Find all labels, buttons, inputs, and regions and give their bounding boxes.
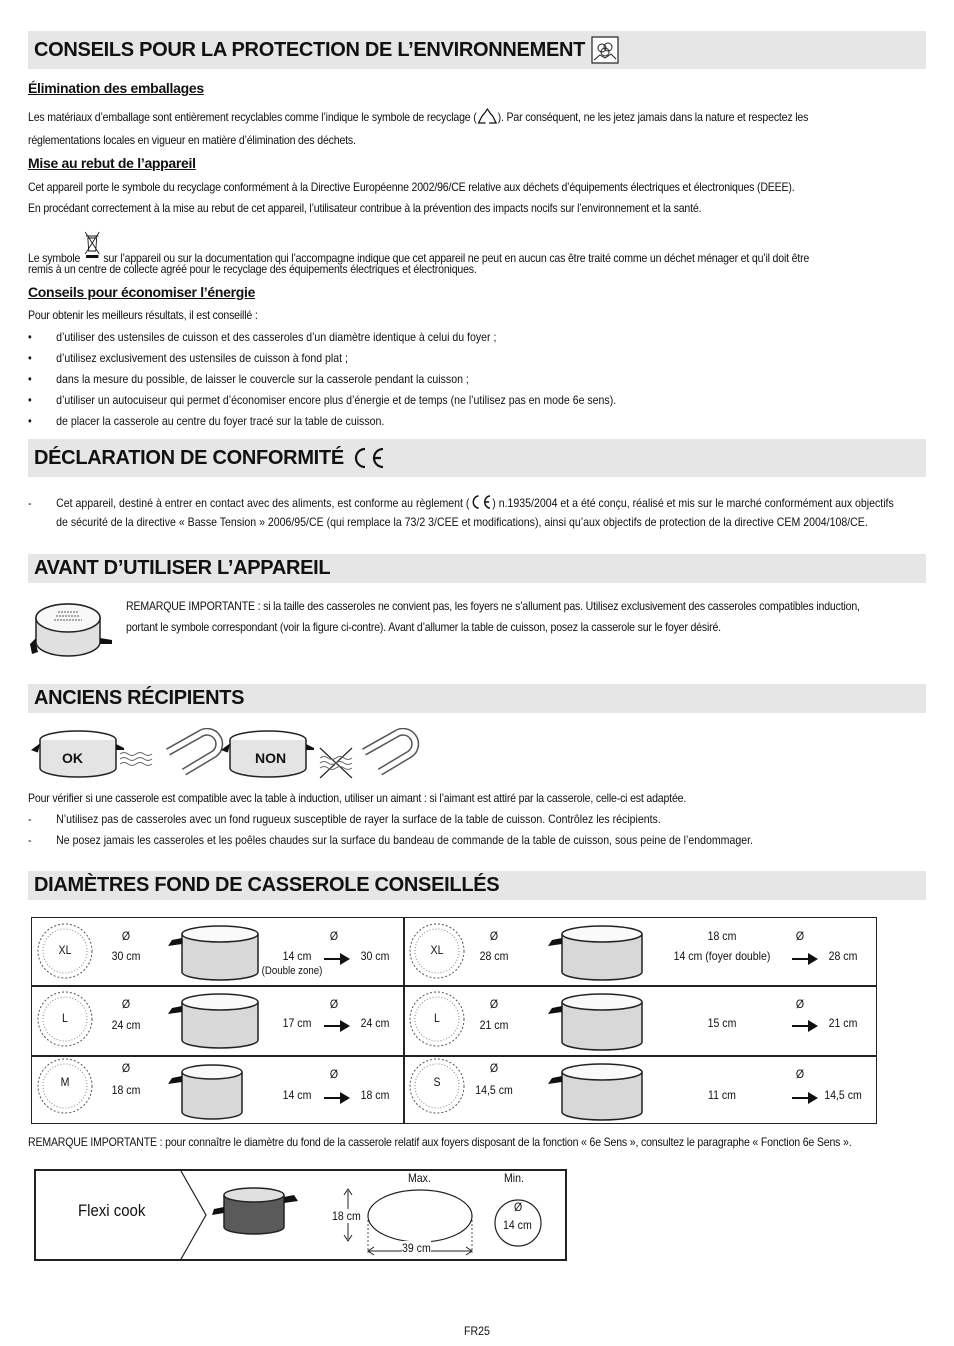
phi-symbol: Ø [121,997,131,1011]
zone-label: S [433,1075,441,1089]
text: sur l’appareil ou sur la documentation qui l’accompagne indique que cet appareil ne peut en aucun cas être traité comme un déchet ménager et qu’il doit être [103,251,810,265]
zone-diameter: 30 cm [111,949,141,963]
section-title: DIAMÈTRES FOND DE CASSEROLE CONSEILLÉS [34,874,500,896]
before-use-line-2: portant le symbole correspondant (voir la figure ci-contre). Avant d’allumer la table de cuisson, posez la casserole sur le foyer désiré. [126,620,721,634]
arrow-right-icon [792,1019,818,1037]
phi-symbol: Ø [795,929,805,943]
pot-icon [542,990,652,1057]
flexi-cook-label: Flexi cook [78,1201,146,1220]
phi-symbol: Ø [329,997,339,1011]
text: Cet appareil, destiné à entrer en contact avec des aliments, est conforme au règlement ( [56,496,470,510]
page-number: FR25 [464,1324,490,1338]
magnet-test-text: Pour vérifier si une casserole est compatible avec la table à induction, utiliser un aimant : si l’aimant est attiré par la casserole, celle-ci est adaptée. [28,791,687,805]
phi-symbol: Ø [489,997,499,1011]
phi-symbol: Ø [329,1067,339,1081]
text: ). Par conséquent, ne les jetez jamais dans la nature et respectez les [497,110,809,124]
flexi-cook-box [34,1169,567,1261]
section-title: DÉCLARATION DE CONFORMITÉ [34,446,344,469]
arrow-right-icon [792,952,818,970]
non-label: NON [255,750,287,766]
environment-icon [591,36,619,64]
min-diameter: 14 cm [503,1218,532,1232]
list-item-text: de placer la casserole au centre du foyer tracé sur la table de cuisson. [56,414,385,428]
zone-label: L [62,1011,68,1025]
section-title: CONSEILS POUR LA PROTECTION DE L’ENVIRONNEMENT [34,38,586,61]
ok-label: OK [62,750,83,766]
max-diameter: 28 cm [828,949,858,963]
paragraph-packaging-1 [28,107,808,128]
pot-icon [542,1060,652,1127]
section-title: AVANT D’UTILISER L’APPAREIL [34,557,331,579]
section-header-conformity [28,439,926,477]
min-label: Min. [504,1171,524,1185]
list-item-text: d’utilisez exclusivement des ustensiles de cuisson à fond plat ; [56,351,348,365]
bullet: • [28,393,32,407]
paragraph-disposal-4: remis à un centre de collecte agréé pour le recyclage des équipements électriques et électroniques. [28,262,477,276]
zone-label: XL [58,943,72,957]
phi-symbol: Ø [489,1061,499,1075]
base-diameter-double: 14 cm (foyer double) [673,949,771,963]
dash: - [28,833,32,847]
height-label: 18 cm [332,1209,361,1223]
pot-icon [162,924,262,987]
subheading-energy: Conseils pour économiser l’énergie [28,284,256,300]
bullet: • [28,414,32,428]
pot-icon [162,990,262,1055]
divider [32,985,876,987]
text: Les matériaux d’emballage sont entièrement recyclables comme l’indique le symbole de recyclage ( [28,110,477,124]
zone-diameter: 14,5 cm [475,1083,513,1097]
width-label: 39 cm [402,1241,431,1255]
bullet: • [28,330,32,344]
conformity-line-1 [56,493,894,514]
base-diameter: 17 cm [282,1016,312,1030]
zone-label: XL [430,943,444,957]
zone-diameter: 21 cm [479,1018,509,1032]
max-diameter: 24 cm [360,1016,390,1030]
phi-symbol: Ø [121,1061,131,1075]
recycle-icon [477,108,498,128]
arrow-right-icon [324,1091,350,1109]
paragraph-disposal-2: En procédant correctement à la mise au rebut de cet appareil, l’utilisateur contribue à la prévention des impacts nocifs sur l’environnement et la santé. [28,201,702,215]
attraction-waves-icon [120,753,152,766]
section-header-before-use [28,554,926,583]
double-zone-note: (Double zone) [261,965,323,977]
weee-bin-icon [83,230,101,258]
subheading-disposal: Mise au rebut de l’appareil [28,155,196,171]
magnet-icon [168,732,219,772]
base-diameter: 14 cm [282,949,312,963]
max-diameter: 21 cm [828,1016,858,1030]
bullet: • [28,372,32,386]
list-item-text: N’utilisez pas de casseroles avec un fond rugueux susceptible de rayer la surface de la table de cuisson. Contrôlez les récipients. [56,812,661,826]
arrow-right-icon [324,952,350,970]
subheading-packaging: Élimination des emballages [28,80,204,96]
section-title: ANCIENS RÉCIPIENTS [34,687,245,709]
base-diameter: 15 cm [707,1016,737,1030]
ce-mark-icon [469,495,492,509]
pot-icon [212,1188,298,1234]
diameter-table [31,917,877,1124]
zone-diameter: 18 cm [111,1083,141,1097]
text: ) n.1935/2004 et a été conçu, réalisé et mis sur le marché conformément aux objectifs [492,496,894,510]
max-diameter: 18 cm [360,1088,390,1102]
text: Le symbole [28,251,81,265]
divider [403,918,405,1123]
ce-mark-icon [352,447,386,469]
bullet: • [28,351,32,365]
zone-diameter: 24 cm [111,1018,141,1032]
phi-symbol: Ø [329,929,339,943]
cross-icon [320,748,352,778]
pot-icon [542,924,652,987]
max-diameter: 30 cm [360,949,390,963]
list-item-text: Ne posez jamais les casseroles et les poêles chaudes sur la surface du bandeau de commande de la table de cuisson, sous peine de l’endommager. [56,833,753,847]
base-diameter: 11 cm [708,1088,736,1102]
conformity-line-2: de sécurité de la directive « Basse Tension » 2006/95/CE (qui remplace la 73/2 3/CEE et modifications), ainsi qu’aux objectifs de protection de la directive CEM 2004/108/CE. [56,515,868,529]
paragraph-energy-intro: Pour obtenir les meilleurs résultats, il est conseillé : [28,308,258,322]
dash: - [28,812,32,826]
phi-symbol: Ø [514,1200,523,1214]
zone-label: L [434,1011,440,1025]
dash: - [28,496,32,510]
paragraph-packaging-2: réglementations locales en vigueur en matière d’élimination des déchets. [28,133,356,147]
base-diameter: 18 cm [707,929,737,943]
zone-label: M [60,1075,70,1089]
paragraph-disposal-1: Cet appareil porte le symbole du recyclage conformément à la Directive Européenne 2002/96/CE relative aux déchets d’équipements électriques et électroniques (DEEE). [28,180,795,194]
arrow-right-icon [324,1019,350,1037]
list-item-text: d’utiliser des ustensiles de cuisson et des casseroles d’un diamètre identique à celui du foyer ; [56,330,497,344]
phi-symbol: Ø [121,929,131,943]
phi-symbol: Ø [489,929,499,943]
zone-diameter: 28 cm [479,949,509,963]
phi-symbol: Ø [795,997,805,1011]
pot-icon [162,1060,262,1127]
max-diameter: 14,5 cm [824,1088,862,1102]
list-item-text: dans la mesure du possible, de laisser le couvercle sur la casserole pendant la cuisson ; [56,372,469,386]
list-item-text: d’utiliser un autocuiseur qui permet d’économiser encore plus d’énergie et de temps (ne l’utilisez pas en mode 6e sens). [56,393,617,407]
diameter-note: REMARQUE IMPORTANTE : pour connaître le diamètre du fond de la casserole relatif aux foyers disposant de la fonction « 6e Sens », consultez le paragraphe « Fonction 6e Sens ». [28,1135,852,1149]
induction-pot-illustration [28,596,118,667]
section-header-old-containers [28,684,926,713]
section-header-diameters [28,871,926,900]
magnet-icon [364,732,415,772]
section-header-environment [28,31,926,69]
magnet-test-illustration [30,728,430,787]
base-diameter: 14 cm [282,1088,312,1102]
arrow-right-icon [792,1091,818,1109]
phi-symbol: Ø [795,1067,805,1081]
max-label: Max. [408,1171,431,1185]
before-use-line-1: REMARQUE IMPORTANTE : si la taille des casseroles ne convient pas, les foyers ne s’allument pas. Utilisez exclusivement des casseroles compatibles induction, [126,599,860,613]
